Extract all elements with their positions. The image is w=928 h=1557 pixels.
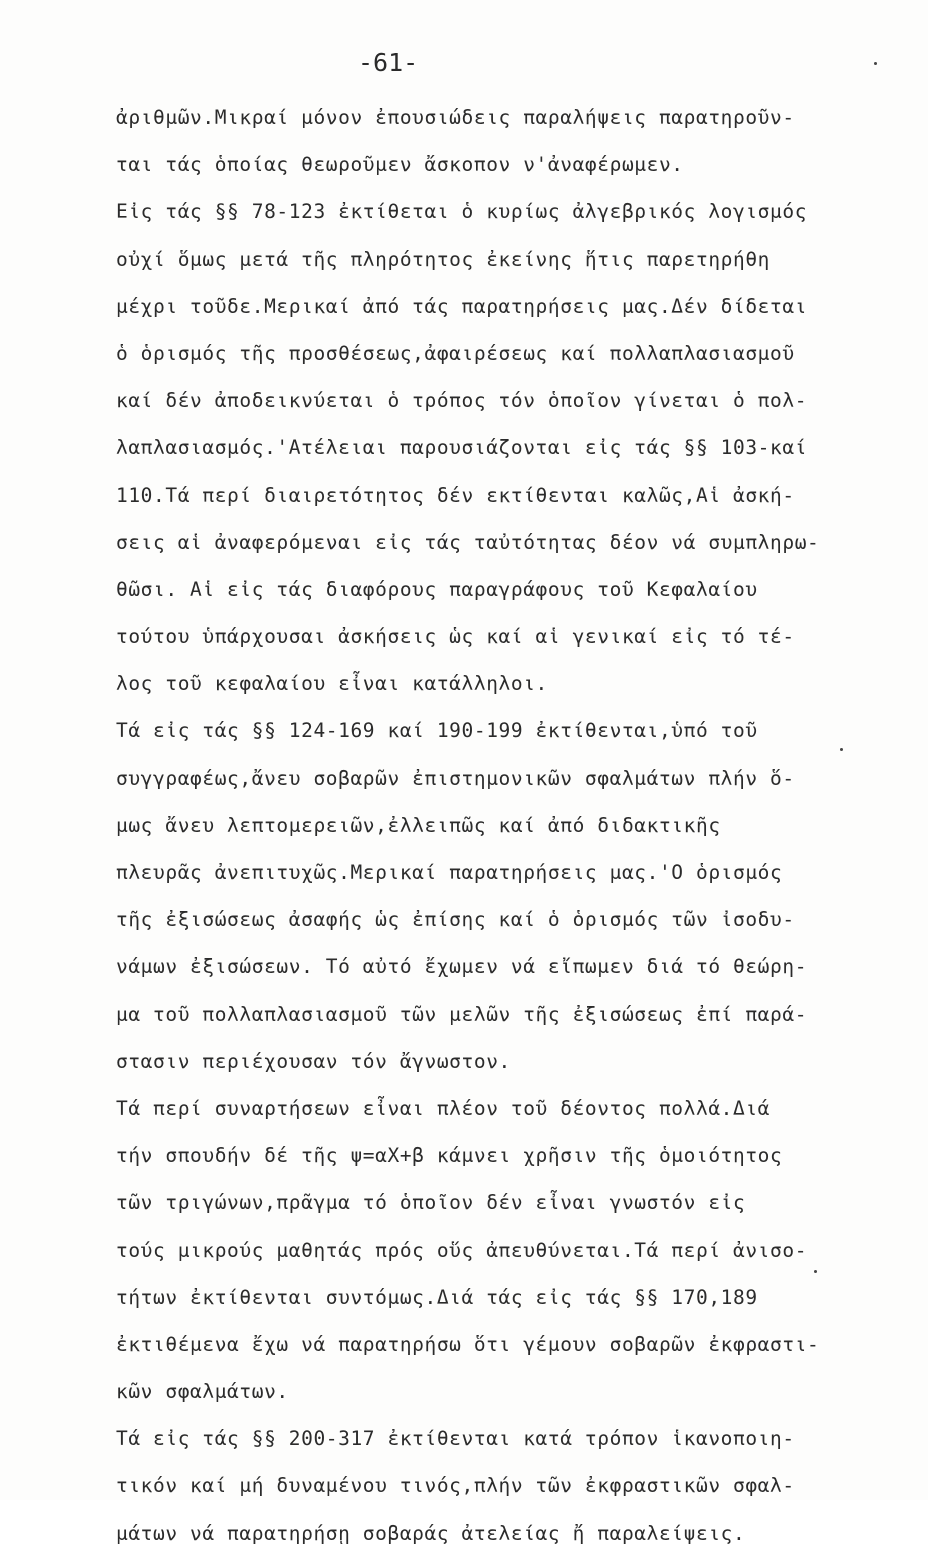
- text-line: Εἰς τάς §§ 78-123 ἐκτίθεται ὁ κυρίως ἀλγεβρικός λογισμός: [116, 200, 808, 224]
- text-line: πλευρᾶς ἀνεπιτυχῶς.Μερικαί παρατηρήσεις μας.'Ο ὁρισμός: [116, 861, 783, 884]
- margin-dot: [840, 748, 843, 751]
- text-line: λος τοῦ κεφαλαίου εἶναι κατάλληλοι.: [116, 672, 548, 696]
- text-line: τῶν τριγώνων,πρᾶγμα τό ὁποῖον δέν εἶναι γνωστόν εἰς: [116, 1191, 746, 1215]
- text-line: 110.Τά περί διαιρετότητος δέν εκτίθενται καλῶς,Αἱ ἀσκή-: [116, 483, 795, 507]
- text-line: μα τοῦ πολλαπλασιασμοῦ τῶν μελῶν τῆς ἐξισώσεως ἐπί παρά-: [116, 1002, 808, 1026]
- margin-dot: [874, 62, 877, 65]
- body-text: [116, 94, 886, 1557]
- text-line: μάτων νά παρατηρήσῃ σοβαράς ἀτελείας ἤ παραλείψεις.: [116, 1521, 746, 1545]
- text-line: ται τάς ὁποίας θεωροῦμεν ἄσκοπον ν'ἀναφέρωμεν.: [116, 153, 684, 177]
- text-line: τήτων ἐκτίθενται συντόμως.Διά τάς εἰς τάς §§ 170,189: [116, 1285, 758, 1309]
- text-line: Τά περί συναρτήσεων εἶναι πλέον τοῦ δέοντος πολλά.Διά: [116, 1096, 771, 1120]
- text-line: τῆς ἐξισώσεως ἀσαφής ὡς ἐπίσης καί ὁ ὁρισμός τῶν ἰσοδυ-: [116, 908, 795, 932]
- page-number: -61-: [358, 48, 419, 77]
- text-line: Τά εἰς τάς §§ 200-317 ἐκτίθενται κατά τρόπον ἱκανοποιη-: [116, 1427, 795, 1451]
- text-line: τούτου ὑπάρχουσαι ἀσκήσεις ὡς καί αἱ γενικαί εἰς τό τέ-: [116, 625, 795, 649]
- text-line: τικόν καί μή δυναμένου τινός,πλήν τῶν ἐκφραστικῶν σφαλ-: [116, 1474, 795, 1498]
- text-line: ἀριθμῶν.Μικραί μόνον ἐπουσιώδεις παραλήψεις παρατηροῦν-: [116, 106, 795, 129]
- text-line: κῶν σφαλμάτων.: [116, 1380, 289, 1404]
- text-line: θῶσι. Αἱ εἰς τάς διαφόρους παραγράφους τοῦ Κεφαλαίου: [116, 577, 758, 601]
- text-line: τούς μικρούς μαθητάς πρός οὕς ἀπευθύνεται.Τά περί ἀνισο-: [116, 1238, 808, 1262]
- text-line: μως ἄνευ λεπτομερειῶν,ἐλλειπῶς καί ἀπό διδακτικῆς: [116, 813, 721, 837]
- text-line: Τά εἰς τάς §§ 124-169 καί 190-199 ἐκτίθενται,ὑπό τοῦ: [116, 719, 758, 743]
- text-line: συγγραφέως,ἄνευ σοβαρῶν ἐπιστημονικῶν σφαλμάτων πλήν ὅ-: [116, 766, 795, 790]
- text-line: σεις αἱ ἀναφερόμεναι εἰς τάς ταὐτότητας δέον νά συμπληρω-: [116, 530, 820, 554]
- text-line: στασιν περιέχουσαν τόν ἄγνωστον.: [116, 1049, 511, 1073]
- text-line: νάμων ἐξισώσεων. Τό αὐτό ἔχωμεν νά εἴπωμεν διά τό θεώρη-: [116, 955, 808, 979]
- text-line: τήν σπουδήν δέ τῆς ψ=αX+β κάμνει χρῆσιν τῆς ὁμοιότητος: [116, 1144, 783, 1168]
- text-line: οὐχί ὅμως μετά τῆς πληρότητος ἐκείνης ἥτις παρετηρήθη: [116, 247, 771, 271]
- text-line: καί δέν ἀποδεικνύεται ὁ τρόπος τόν ὁποῖον γίνεται ὁ πολ-: [116, 389, 808, 413]
- text-line: ὁ ὁρισμός τῆς προσθέσεως,ἀφαιρέσεως καί πολλαπλασιασμοῦ: [116, 341, 795, 365]
- text-line: μέχρι τοῦδε.Μερικαί ἀπό τάς παρατηρήσεις μας.Δέν δίδεται: [116, 294, 808, 318]
- margin-dot: [814, 1270, 817, 1273]
- text-line: ἐκτιθέμενα ἔχω νά παρατηρήσω ὅτι γέμουν σοβαρῶν ἐκφραστι-: [116, 1332, 820, 1356]
- text-line: λαπλασιασμός.'Ατέλειαι παρουσιάζονται εἰς τάς §§ 103-καί: [116, 436, 808, 460]
